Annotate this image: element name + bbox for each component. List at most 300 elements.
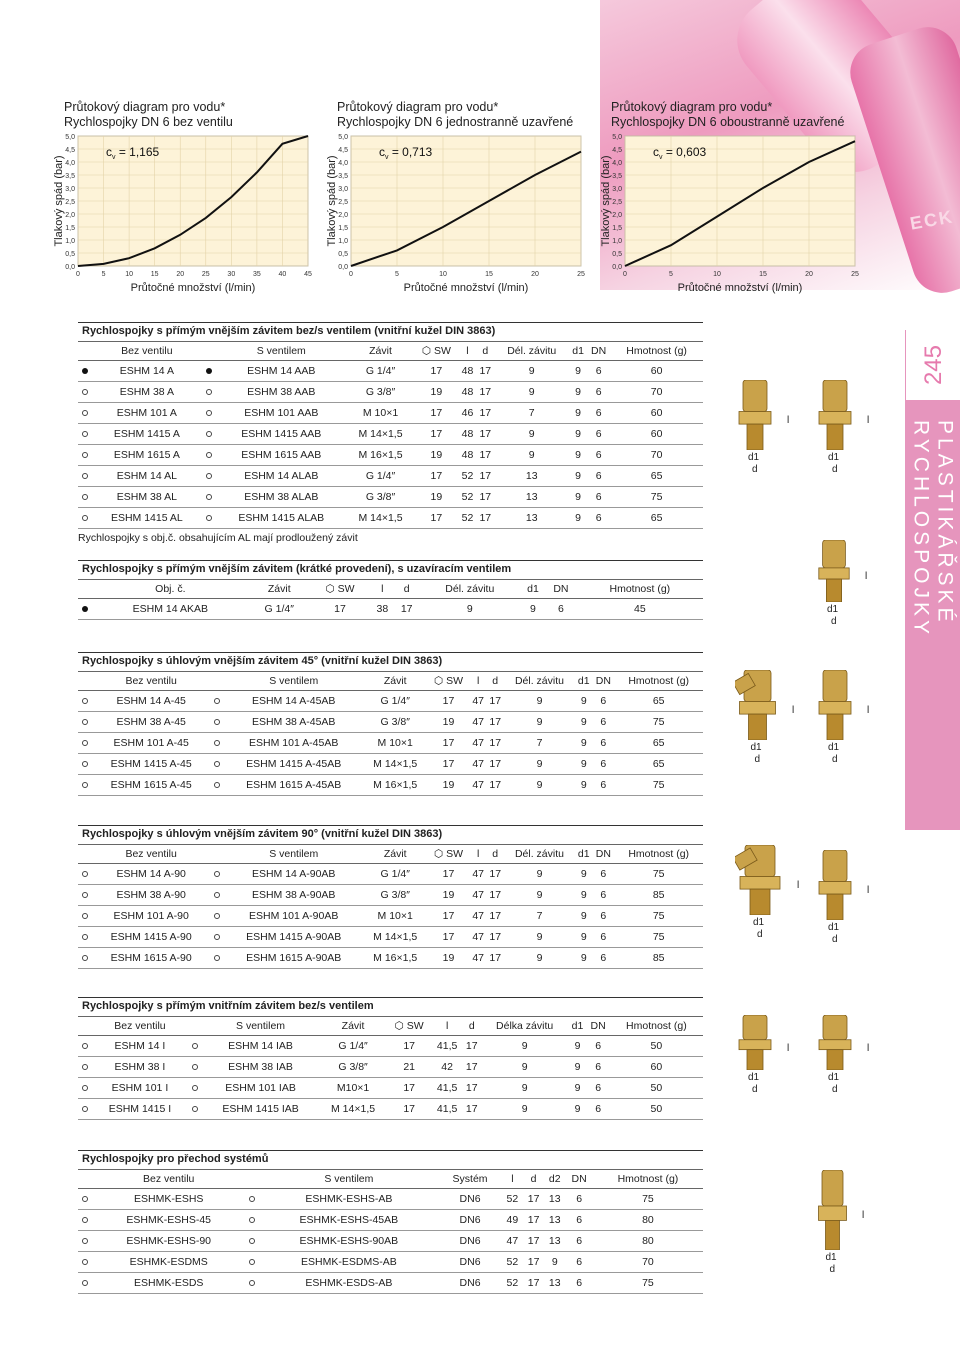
table-cell: 9 bbox=[521, 1103, 528, 1115]
table-cell: 75 bbox=[652, 910, 665, 922]
section-title: Rychlospojky pro přechod systémů bbox=[78, 1150, 703, 1167]
table-cell: 19 bbox=[430, 449, 443, 461]
table-cell: 9 bbox=[580, 695, 587, 707]
table-cell: 9 bbox=[528, 386, 535, 398]
column-header: DN bbox=[545, 580, 577, 599]
table-row bbox=[78, 1099, 703, 1120]
table-cell: ESHM 14 A-45AB bbox=[251, 695, 336, 707]
table-cell: 17 bbox=[489, 737, 502, 749]
column-header-sw: ⬡ SW bbox=[427, 845, 469, 864]
x-tick-label: 20 bbox=[805, 271, 813, 278]
table-cell: ESHM 101 A-90 bbox=[113, 910, 189, 922]
table-cell: 9 bbox=[551, 1256, 558, 1268]
table-row bbox=[78, 1057, 703, 1078]
table-cell: 9 bbox=[521, 1082, 528, 1094]
table-cell: 17 bbox=[479, 365, 492, 377]
table-cell: 9 bbox=[536, 889, 543, 901]
table-cell: M 10×1 bbox=[377, 910, 413, 922]
availability-marker bbox=[210, 775, 224, 796]
table-cell: 6 bbox=[600, 952, 607, 964]
column-header: d1 bbox=[575, 672, 592, 691]
x-tick-label: 0 bbox=[623, 271, 627, 278]
table-cell: 17 bbox=[465, 1082, 478, 1094]
table-cell: 9 bbox=[574, 1061, 581, 1073]
dimension-label-d1: d1 bbox=[828, 1072, 840, 1083]
availability-marker bbox=[245, 1231, 259, 1252]
column-header: Závit bbox=[347, 342, 414, 361]
dimension-label-l: l bbox=[867, 415, 870, 426]
x-tick-label: 15 bbox=[485, 271, 493, 278]
table-cell: ESHM 38 IAB bbox=[228, 1061, 293, 1073]
x-tick-label: 30 bbox=[227, 271, 236, 278]
chart-svg bbox=[597, 100, 867, 300]
table-cell: ESHMK-ESDMS-AB bbox=[301, 1256, 397, 1268]
table-cell: 17 bbox=[479, 407, 492, 419]
dimension-label-l: l bbox=[865, 571, 868, 582]
chart-subtitle: Rychlospojky DN 6 bez ventilu bbox=[64, 115, 233, 129]
column-header: S ventilem bbox=[216, 342, 347, 361]
column-header: S ventilem bbox=[224, 845, 363, 864]
table-cell: ESHM 38 ALAB bbox=[244, 491, 319, 503]
table-cell: 75 bbox=[650, 491, 663, 503]
table-cell: 47 bbox=[472, 737, 485, 749]
column-header: d bbox=[395, 580, 419, 599]
table-cell: ESHM 1415 ALAB bbox=[238, 512, 325, 524]
table-cell: ESHM 1415 A-45 bbox=[110, 758, 192, 770]
cv-label: $c_v = 0,603$ bbox=[653, 145, 707, 161]
hexagon-icon: ⬡ bbox=[434, 848, 447, 860]
table-cell: 17 bbox=[442, 737, 455, 749]
table-cell: 65 bbox=[650, 512, 663, 524]
availability-marker bbox=[202, 466, 216, 487]
column-header: l bbox=[431, 1017, 462, 1036]
table-cell: G 1/4″ bbox=[365, 470, 396, 482]
table-cell: 52 bbox=[506, 1277, 519, 1289]
y-tick-label: 1,5 bbox=[65, 225, 75, 232]
column-header: d bbox=[476, 342, 494, 361]
product-section bbox=[78, 997, 703, 1120]
y-tick-label: 2,0 bbox=[338, 212, 348, 219]
availability-marker bbox=[78, 754, 92, 775]
table-cell: 6 bbox=[600, 889, 607, 901]
table-cell: 6 bbox=[576, 1277, 583, 1289]
dimension-label-l: l bbox=[797, 880, 800, 891]
column-header: Hmotnost (g) bbox=[610, 1017, 703, 1036]
table-row bbox=[78, 885, 703, 906]
table-cell: 6 bbox=[595, 1040, 602, 1052]
table-cell: ESHMK-ESHS-90AB bbox=[299, 1235, 399, 1247]
table-cell: 52 bbox=[461, 512, 474, 524]
section-title: Rychlospojky s přímým vnějším závitem bez/s ventilem (vnitřní kužel DIN 3863) bbox=[78, 322, 703, 339]
dimension-label-d1: d1 bbox=[750, 742, 762, 753]
section-title: Rychlospojky s úhlovým vnějším závitem 90° (vnitřní kužel DIN 3863) bbox=[78, 825, 703, 842]
table-cell: 75 bbox=[652, 716, 665, 728]
x-tick-label: 40 bbox=[278, 271, 287, 278]
table-row bbox=[78, 445, 703, 466]
table-cell: 47 bbox=[472, 716, 485, 728]
table-cell: ESHM 1415 A-45AB bbox=[246, 758, 342, 770]
hexagon-icon: ⬡ bbox=[434, 675, 447, 687]
table-cell: 9 bbox=[530, 603, 536, 615]
availability-marker bbox=[245, 1210, 259, 1231]
table-cell: 17 bbox=[442, 910, 455, 922]
table-cell: 42 bbox=[441, 1061, 453, 1073]
table-cell: 9 bbox=[580, 889, 587, 901]
y-tick-label: 4,5 bbox=[338, 147, 348, 154]
dimension-label-d1: d1 bbox=[748, 452, 760, 463]
table-cell: M 10×1 bbox=[362, 407, 399, 419]
table-cell: G 3/8″ bbox=[365, 491, 396, 503]
dimension-label-d: d bbox=[752, 464, 758, 475]
table-cell: DN6 bbox=[459, 1277, 481, 1289]
y-axis-title: Tlakový spád (bar) bbox=[53, 155, 65, 247]
column-header: Hmotnost (g) bbox=[610, 342, 703, 361]
product-section bbox=[78, 825, 703, 969]
availability-marker bbox=[78, 487, 92, 508]
table-row bbox=[78, 487, 703, 508]
availability-marker bbox=[78, 733, 92, 754]
table-cell: ESHM 101 AAB bbox=[244, 407, 319, 419]
column-header-sw: ⬡ SW bbox=[414, 342, 458, 361]
table-cell: 17 bbox=[430, 365, 443, 377]
table-cell: 13 bbox=[548, 1235, 561, 1247]
table-cell: ESHM 1615 A-90AB bbox=[246, 952, 342, 964]
availability-marker bbox=[210, 864, 224, 885]
column-header: l bbox=[502, 1170, 523, 1189]
y-tick-label: 3,0 bbox=[612, 186, 622, 193]
table-cell: 17 bbox=[442, 695, 455, 707]
table-row bbox=[78, 712, 703, 733]
table-cell: ESHMK-ESDS bbox=[134, 1277, 204, 1289]
column-header: Závit bbox=[363, 845, 427, 864]
y-tick-label: 3,5 bbox=[612, 173, 622, 180]
table-cell: 9 bbox=[521, 1040, 528, 1052]
hexagon-icon: ⬡ bbox=[421, 345, 434, 357]
y-tick-label: 0,5 bbox=[65, 251, 75, 258]
table-cell: 38 bbox=[376, 603, 389, 615]
table-cell: ESHMK-ESHS bbox=[134, 1193, 204, 1205]
y-tick-label: 5,0 bbox=[338, 134, 348, 141]
column-header: S ventilem bbox=[202, 1017, 319, 1036]
table-cell: 17 bbox=[527, 1235, 540, 1247]
availability-marker bbox=[188, 1099, 202, 1120]
table-cell: ESHM 1415 A bbox=[113, 428, 180, 440]
table-cell: 70 bbox=[642, 1256, 654, 1268]
table-cell: ESHM 14 A-45 bbox=[116, 695, 186, 707]
table-cell: 41,5 bbox=[436, 1082, 458, 1094]
table-cell: M 14×1,5 bbox=[331, 1103, 376, 1115]
dimension-label-d1: d1 bbox=[828, 742, 840, 753]
product-section bbox=[78, 652, 703, 796]
table-row bbox=[78, 754, 703, 775]
dimension-label-d1: d1 bbox=[825, 1252, 837, 1263]
table-row bbox=[78, 466, 703, 487]
table-cell: ESHM 1615 AAB bbox=[241, 449, 322, 461]
table-cell: 6 bbox=[595, 1061, 602, 1073]
table-cell: ESHM 14 ALAB bbox=[244, 470, 319, 482]
table-cell: 19 bbox=[442, 889, 455, 901]
dimension-label-d: d bbox=[757, 929, 763, 940]
table-cell: 9 bbox=[536, 758, 543, 770]
table-cell: ESHMK-ESHS-AB bbox=[305, 1193, 393, 1205]
table-cell: 47 bbox=[472, 695, 485, 707]
table-cell: 65 bbox=[652, 737, 665, 749]
table-cell: 6 bbox=[595, 386, 602, 398]
table-cell: 47 bbox=[472, 868, 485, 880]
table-cell: ESHM 14 I bbox=[114, 1040, 166, 1052]
column-header: S ventilem bbox=[259, 1170, 438, 1189]
y-tick-label: 5,0 bbox=[612, 134, 622, 141]
table-cell: 9 bbox=[580, 868, 587, 880]
dimension-label-d1: d1 bbox=[753, 917, 765, 928]
x-tick-label: 25 bbox=[201, 271, 210, 278]
table-cell: 19 bbox=[430, 491, 443, 503]
table-cell: 52 bbox=[506, 1256, 519, 1268]
table-cell: ESHM 14 A-90 bbox=[116, 868, 186, 880]
table-cell: 48 bbox=[461, 365, 474, 377]
column-header: DN bbox=[586, 1017, 609, 1036]
dimension-label-l: l bbox=[862, 1210, 865, 1221]
table-cell: 50 bbox=[650, 1040, 663, 1052]
table-cell: 17 bbox=[442, 931, 455, 943]
table-cell: 13 bbox=[525, 512, 538, 524]
table-cell: M 16×1,5 bbox=[373, 952, 418, 964]
availability-marker bbox=[78, 403, 92, 424]
availability-marker bbox=[202, 382, 216, 403]
column-header: Závit bbox=[363, 672, 427, 691]
y-tick-label: 4,5 bbox=[612, 147, 622, 154]
y-tick-label: 0,0 bbox=[65, 264, 75, 271]
availability-marker bbox=[202, 361, 216, 382]
column-header: Hmotnost (g) bbox=[614, 672, 703, 691]
availability-marker bbox=[78, 424, 92, 445]
availability-marker bbox=[78, 466, 92, 487]
table-cell: ESHM 1415 I bbox=[108, 1103, 172, 1115]
x-tick-label: 20 bbox=[531, 271, 539, 278]
table-cell: M 14×1,5 bbox=[358, 512, 403, 524]
table-cell: 65 bbox=[652, 695, 665, 707]
column-header: Hmotnost (g) bbox=[593, 1170, 703, 1189]
column-header: Dél. závitu bbox=[419, 580, 521, 599]
table-cell: 19 bbox=[442, 952, 455, 964]
table-cell: G 1/4″ bbox=[380, 868, 410, 880]
x-axis-title: Průtočné množství (l/min) bbox=[403, 282, 529, 294]
x-tick-label: 35 bbox=[252, 271, 261, 278]
table-cell: ESHM 38 AL bbox=[116, 491, 177, 503]
y-tick-label: 2,5 bbox=[338, 199, 348, 206]
table-cell: 9 bbox=[580, 716, 587, 728]
table-cell: ESHM 14 AAB bbox=[247, 365, 316, 377]
column-header: DN bbox=[592, 845, 614, 864]
x-tick-label: 5 bbox=[101, 271, 106, 278]
table-cell: ESHM 101 IAB bbox=[225, 1082, 296, 1094]
table-cell: 47 bbox=[506, 1235, 519, 1247]
table-cell: 6 bbox=[595, 470, 602, 482]
table-cell: ESHMK-ESDMS bbox=[129, 1256, 208, 1268]
table-cell: ESHMK-ESHS-90 bbox=[126, 1235, 212, 1247]
table-cell: 13 bbox=[525, 491, 538, 503]
column-header: l bbox=[370, 580, 394, 599]
table-cell: 6 bbox=[557, 603, 564, 615]
product-table bbox=[78, 1169, 703, 1294]
availability-marker bbox=[210, 885, 224, 906]
availability-marker bbox=[78, 1189, 92, 1210]
table-cell: 50 bbox=[650, 1082, 663, 1094]
table-cell: 17 bbox=[479, 428, 492, 440]
table-cell: ESHM 38 A-90AB bbox=[251, 889, 336, 901]
dimension-label-l: l bbox=[867, 705, 870, 716]
table-cell: 17 bbox=[430, 512, 443, 524]
table-cell: ESHMK-ESHS-45AB bbox=[299, 1214, 399, 1226]
availability-marker bbox=[78, 508, 92, 529]
product-section bbox=[78, 1150, 703, 1294]
y-axis-title: Tlakový spád (bar) bbox=[326, 155, 338, 247]
availability-marker bbox=[202, 403, 216, 424]
table-cell: 65 bbox=[650, 470, 663, 482]
flow-chart-2 bbox=[323, 100, 593, 300]
y-tick-label: 0,5 bbox=[612, 251, 622, 258]
table-cell: 9 bbox=[528, 428, 535, 440]
table-cell: 80 bbox=[642, 1235, 654, 1247]
chart-svg bbox=[50, 100, 320, 300]
table-cell: 13 bbox=[548, 1277, 561, 1289]
table-cell: M 14×1,5 bbox=[373, 758, 418, 770]
availability-marker bbox=[78, 1036, 92, 1057]
table-cell: 17 bbox=[465, 1103, 478, 1115]
table-cell: ESHM 1615 A bbox=[113, 449, 180, 461]
table-cell: 75 bbox=[652, 779, 665, 791]
x-tick-label: 15 bbox=[759, 271, 767, 278]
column-header: Závit bbox=[249, 580, 310, 599]
table-cell: 9 bbox=[536, 952, 543, 964]
table-cell: ESHM 38 I bbox=[114, 1061, 166, 1073]
table-cell: 17 bbox=[489, 952, 502, 964]
table-cell: 52 bbox=[506, 1193, 519, 1205]
availability-marker bbox=[78, 382, 92, 403]
availability-marker bbox=[245, 1189, 259, 1210]
y-tick-label: 4,0 bbox=[65, 160, 75, 167]
table-cell: 9 bbox=[580, 952, 587, 964]
coupling-product-image bbox=[815, 380, 855, 450]
dimension-label-d1: d1 bbox=[828, 922, 840, 933]
table-cell: 17 bbox=[489, 889, 502, 901]
table-cell: 17 bbox=[489, 868, 502, 880]
table-cell: 6 bbox=[595, 449, 602, 461]
coupling-product-image bbox=[815, 1015, 855, 1070]
x-tick-label: 5 bbox=[395, 271, 399, 278]
table-cell: 45 bbox=[634, 603, 646, 615]
y-tick-label: 5,0 bbox=[65, 134, 75, 141]
table-cell: M 16×1,5 bbox=[358, 449, 403, 461]
y-tick-label: 4,0 bbox=[612, 160, 622, 167]
column-header: Dél. závitu bbox=[494, 342, 569, 361]
table-cell: ESHM 101 A-90AB bbox=[249, 910, 339, 922]
table-cell: 17 bbox=[527, 1193, 540, 1205]
table-cell: 9 bbox=[536, 868, 543, 880]
table-cell: 17 bbox=[403, 1103, 415, 1115]
table-row bbox=[78, 508, 703, 529]
availability-marker bbox=[78, 1057, 92, 1078]
table-cell: 17 bbox=[442, 868, 455, 880]
dimension-label-d1: d1 bbox=[748, 1072, 760, 1083]
y-axis-title: Tlakový spád (bar) bbox=[600, 155, 612, 247]
table-cell: 46 bbox=[461, 407, 474, 419]
table-cell: G 1/4″ bbox=[380, 695, 410, 707]
dimension-label-l: l bbox=[787, 1042, 790, 1054]
availability-marker bbox=[210, 927, 224, 948]
table-cell: 50 bbox=[650, 1103, 663, 1115]
dimension-label-d: d bbox=[832, 934, 838, 945]
table-cell: 17 bbox=[489, 910, 502, 922]
column-header: d1 bbox=[569, 342, 587, 361]
table-cell: 17 bbox=[489, 931, 502, 943]
column-header: Délka závitu bbox=[481, 1017, 569, 1036]
table-row bbox=[78, 382, 703, 403]
dimension-label-l: l bbox=[867, 885, 870, 896]
dimension-label-l: l bbox=[792, 705, 795, 716]
availability-marker bbox=[78, 927, 92, 948]
table-row bbox=[78, 1252, 703, 1273]
table-cell: ESHM 1415 IAB bbox=[222, 1103, 299, 1115]
y-tick-label: 0,0 bbox=[612, 264, 622, 271]
table-cell: DN6 bbox=[459, 1193, 481, 1205]
table-cell: 17 bbox=[403, 1040, 415, 1052]
table-cell: 6 bbox=[576, 1214, 583, 1226]
y-tick-label: 2,0 bbox=[612, 212, 622, 219]
table-cell: 6 bbox=[600, 910, 607, 922]
hexagon-icon: ⬡ bbox=[325, 583, 338, 595]
x-tick-label: 0 bbox=[349, 271, 353, 278]
column-header-sw: ⬡ SW bbox=[310, 580, 370, 599]
table-cell: 9 bbox=[528, 449, 535, 461]
availability-marker bbox=[78, 445, 92, 466]
table-cell: 6 bbox=[600, 716, 607, 728]
table-row bbox=[78, 1189, 703, 1210]
table-cell: DN6 bbox=[459, 1214, 481, 1226]
product-table bbox=[78, 341, 703, 529]
x-tick-label: 15 bbox=[150, 271, 159, 278]
dimension-label-d1: d1 bbox=[827, 604, 839, 615]
table-row bbox=[78, 906, 703, 927]
product-section bbox=[78, 560, 703, 620]
hexagon-icon: ⬡ bbox=[394, 1020, 407, 1032]
table-cell: M 10×1 bbox=[377, 737, 413, 749]
y-tick-label: 3,0 bbox=[65, 186, 75, 193]
table-cell: 65 bbox=[652, 758, 665, 770]
column-header: Bez ventilu bbox=[92, 672, 210, 691]
table-cell: ESHM 1415 A-90AB bbox=[246, 931, 342, 943]
availability-marker bbox=[188, 1036, 202, 1057]
availability-marker bbox=[210, 906, 224, 927]
table-cell: 47 bbox=[472, 758, 485, 770]
table-cell: 17 bbox=[465, 1061, 478, 1073]
table-cell: ESHM 14 AKAB bbox=[132, 603, 208, 615]
availability-marker bbox=[78, 1252, 92, 1273]
table-cell: ESHM 38 A bbox=[119, 386, 174, 398]
table-cell: 6 bbox=[595, 1103, 602, 1115]
column-header: Dél. závitu bbox=[504, 672, 576, 691]
table-cell: M 14×1,5 bbox=[358, 428, 403, 440]
y-tick-label: 2,0 bbox=[65, 212, 75, 219]
product-section bbox=[78, 322, 703, 544]
table-cell: 17 bbox=[442, 758, 455, 770]
availability-marker bbox=[210, 754, 224, 775]
table-cell: G 1/4″ bbox=[338, 1040, 368, 1052]
page-number-box bbox=[905, 330, 960, 400]
table-cell: 48 bbox=[461, 449, 474, 461]
table-cell: 17 bbox=[489, 695, 502, 707]
table-cell: 17 bbox=[527, 1256, 540, 1268]
